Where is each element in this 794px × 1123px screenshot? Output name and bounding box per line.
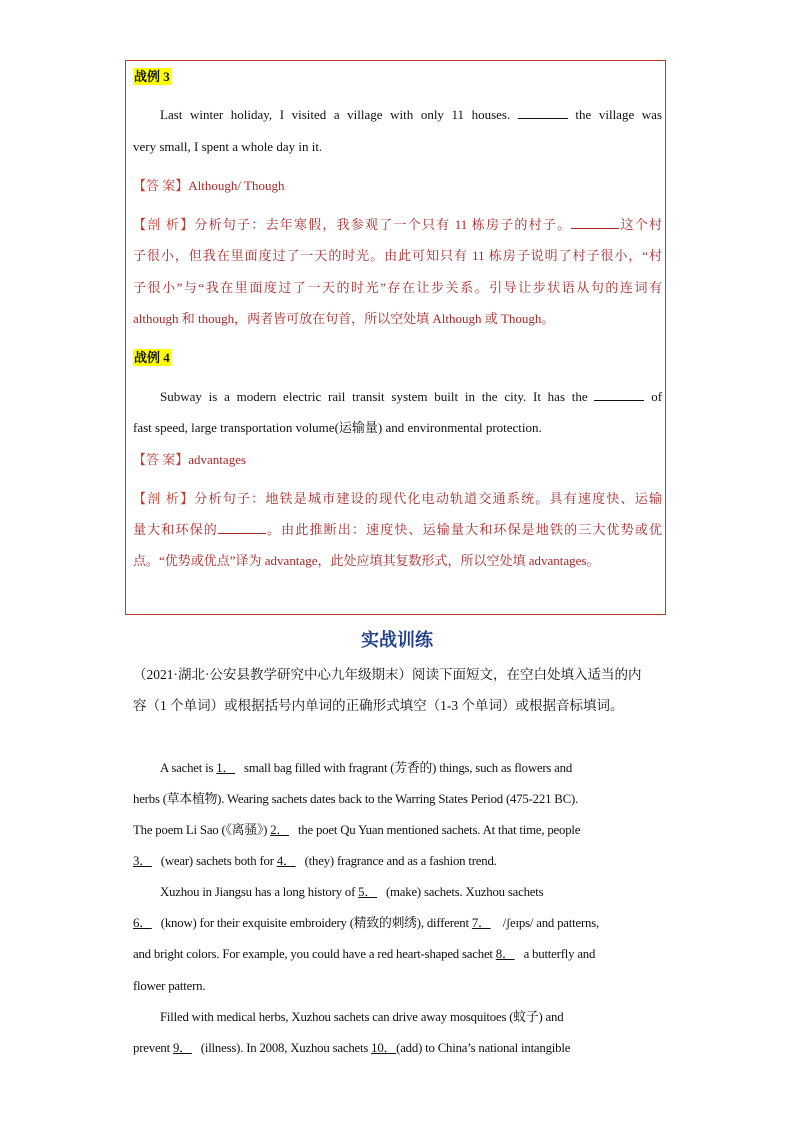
passage-line: herbs (草本植物). Wearing sachets dates back to the Warring States Period (475-221 BC).: [133, 792, 579, 806]
example3-analysis-line4: although 和 though，两者皆可放在句首，所以空处填 Although 或 Though。: [133, 311, 555, 326]
answer-blank: [518, 106, 568, 119]
example4-question-line1: [160, 388, 662, 406]
analysis-blank: [571, 216, 619, 229]
passage-text: prevent: [133, 1041, 173, 1055]
passage-text: and bright colors. For example, you could have a red heart-shaped sachet: [133, 947, 496, 961]
passage-text: The poem Li Sao (《离骚》): [133, 823, 271, 837]
passage-line: [160, 759, 572, 777]
example3-answer: [133, 177, 662, 195]
analysis-text: 分析句子：地铁是城市建设的现代化电动轨道交通系统。具有速度快、运输: [194, 491, 662, 506]
blank-4[interactable]: 4．: [276, 854, 296, 868]
answer-tag: 【答 案】: [133, 452, 189, 467]
section-title: 实战训练: [361, 630, 433, 651]
example4-question-line2: fast speed, large transportation volume(运输量) and environmental protection.: [133, 420, 542, 435]
analysis-tag: 【剖 析】: [133, 491, 195, 506]
example4-analysis-line1: [133, 490, 662, 508]
passage-text: A sachet is: [160, 761, 217, 775]
blank-7[interactable]: 7．: [471, 916, 491, 930]
blank-9[interactable]: 9．: [172, 1041, 192, 1055]
passage-line: [133, 852, 497, 870]
example3-analysis-line1: [133, 216, 662, 234]
passage-line: [133, 821, 580, 839]
example4-analysis-line2: [133, 521, 662, 539]
passage-text: (know) for their exquisite embroidery (精致的刺绣), different: [160, 916, 472, 930]
passage-line: Filled with medical herbs, Xuzhou sachets can drive away mosquitoes (蚊子) and: [160, 1010, 564, 1024]
analysis-text: 这个村: [619, 217, 662, 232]
passage-line: [133, 945, 595, 963]
passage-text: the poet Qu Yuan mentioned sachets. At that time, people: [298, 823, 581, 837]
passage-text: a butterfly and: [523, 947, 596, 961]
passage-line: [133, 914, 599, 932]
instructions-line1: （2021·湖北·公安县教学研究中心九年级期末）阅读下面短文，在空白处填入适当的内: [133, 667, 642, 682]
analysis-text: 分析句子：去年寒假，我参观了一个只有 11 栋房子的村子。: [194, 217, 572, 232]
blank-8[interactable]: 8．: [495, 947, 515, 961]
passage-text: Xuzhou in Jiangsu has a long history of: [160, 885, 359, 899]
passage-text: small bag filled with fragrant (芳香的) things, such as flowers and: [244, 761, 573, 775]
example4-label: 战例 4: [134, 350, 170, 365]
example3-question-line2: very small, I spent a whole day in it.: [133, 139, 323, 154]
blank-10[interactable]: 10．: [371, 1041, 397, 1055]
example3-label: 战例 3: [134, 69, 170, 84]
answer-text: advantages: [188, 452, 247, 467]
passage-text: (illness). In 2008, Xuzhou sachets: [200, 1041, 372, 1055]
passage-text: (add) to China’s national intangible: [396, 1041, 571, 1055]
blank-2[interactable]: 2．: [270, 823, 289, 837]
passage-text: (make) sachets. Xuzhou sachets: [385, 885, 544, 899]
answer-blank: [594, 388, 644, 401]
analysis-text: 。由此推断出：速度快、运输量大和环保是地铁的三大优势或优: [265, 522, 662, 537]
answer-tag: 【答 案】: [133, 178, 189, 193]
passage-text: /ʃeɪps/ and patterns,: [502, 916, 600, 930]
question-text: Last winter holiday, I visited a village with only 11 houses.: [160, 107, 511, 122]
blank-3[interactable]: 3．: [133, 854, 152, 868]
passage-line: [160, 883, 543, 901]
blank-5[interactable]: 5．: [358, 885, 377, 899]
question-text: of: [651, 389, 663, 404]
passage-line: flower pattern.: [133, 979, 206, 993]
blank-6[interactable]: 6．: [133, 916, 152, 930]
instructions-line2: 容（1 个单词）或根据括号内单词的正确形式填空（1-3 个单词）或根据音标填词。: [133, 698, 624, 713]
passage-text: (wear) sachets both for: [160, 854, 277, 868]
analysis-blank: [218, 521, 266, 534]
question-text: Subway is a modern electric rail transit system built in the city. It has the: [160, 389, 588, 404]
blank-1[interactable]: 1．: [216, 761, 236, 775]
example3-analysis-line2: 子很小，但我在里面度过了一天的时光。由此可知只有 11 栋房子说明了村子很小，“村: [133, 248, 662, 263]
passage-text: (they) fragrance and as a fashion trend.: [304, 854, 497, 868]
analysis-text: 量大和环保的: [133, 522, 218, 537]
example3-question-line1: [160, 106, 662, 124]
question-text: the village was: [575, 107, 663, 122]
passage-line: [133, 1039, 570, 1057]
example4-answer: [133, 451, 662, 469]
example4-analysis-line3: 点。“优势或优点”译为 advantage，此处应填其复数形式，所以空处填 advantages。: [133, 553, 600, 568]
example3-analysis-line3: 子很小”与“我在里面度过了一天的时光”存在让步关系。引导让步状语从句的连词有: [133, 280, 662, 295]
analysis-tag: 【剖 析】: [133, 217, 195, 232]
answer-text: Although/ Though: [188, 178, 285, 193]
